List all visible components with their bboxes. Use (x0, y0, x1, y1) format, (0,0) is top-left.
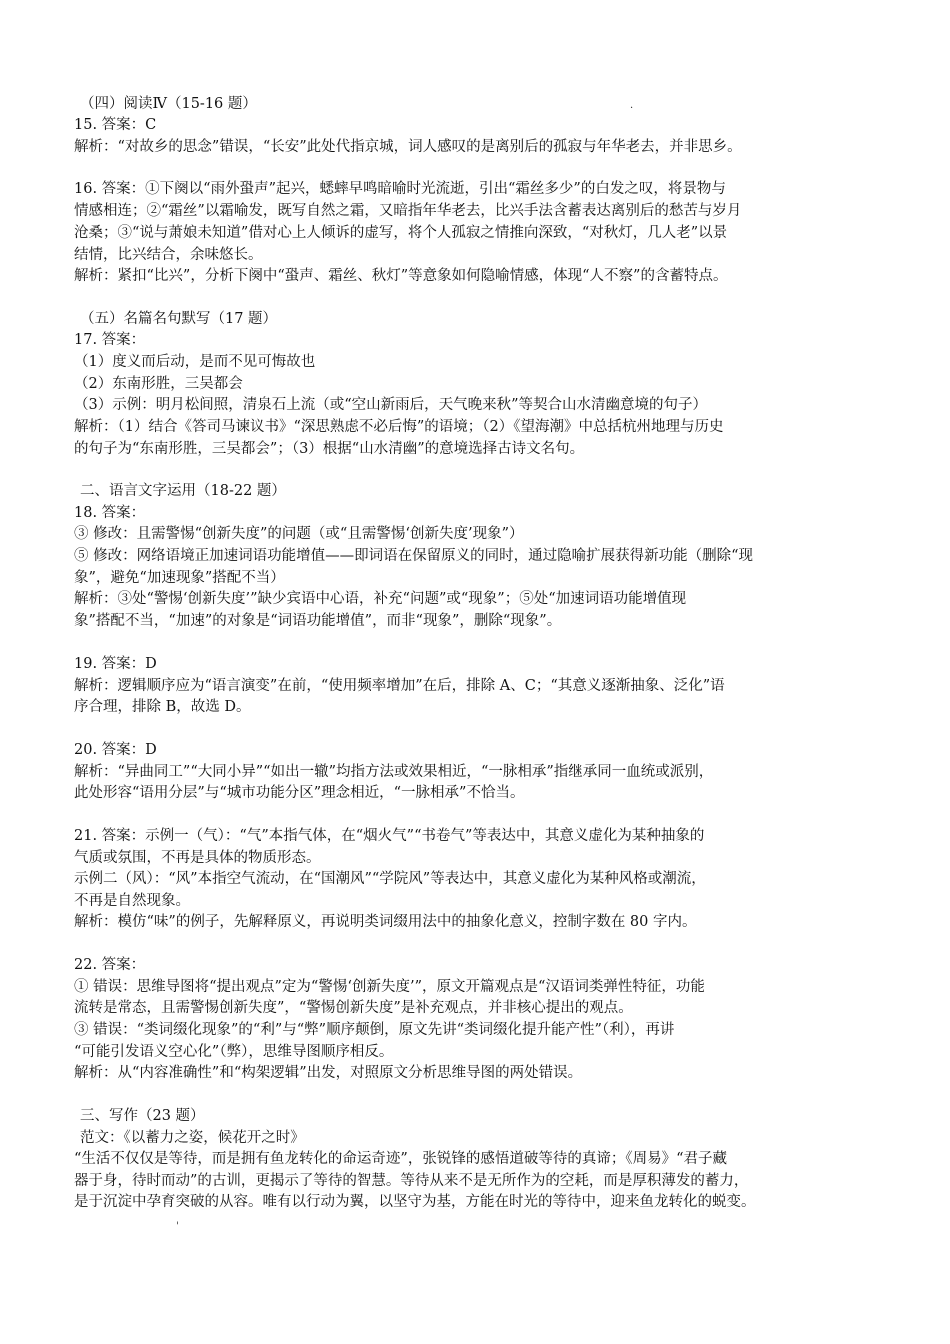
answer-22: 22. 答案： (74, 957, 146, 973)
section-heading-language-use: 二、语言文字运用（18-22 题） (80, 483, 286, 499)
answer-22-line: ① 错误：思维导图将“提出观点”定为“警惕‘创新失度’”，原文开篇观点是“汉语词类弹性特征，功能 (74, 979, 705, 995)
analysis-20-line: 此处形容“语用分层”与“城市功能分区”理念相近，“一脉相承”不恰当。 (74, 785, 525, 801)
essay-line: 器于身，待时而动”的古训，更揭示了等待的智慧。等待从来不是无所作为的空耗，而是厚积薄发的蓄力， (74, 1173, 749, 1189)
answer-18: 18. 答案： (74, 505, 146, 521)
answer-16-line: 沧桑；③“说与萧娘未知道”借对心上人倾诉的虚写，将个人孤寂之情推向深致，“对秋灯，几人老”以景 (74, 225, 728, 241)
section-heading-dictation: （五）名篇名句默写（17 题） (80, 311, 278, 327)
analysis-20-line: 解析：“异曲同工”“大同小异”“如出一辙”均指方法或效果相近，“一脉相承”指继承同一血统或派别， (74, 764, 714, 780)
answer-21-line: 示例二（风）：“风”本指空气流动，在“国潮风”“学院风”等表达中，其意义虚化为某种风格或潮流， (74, 871, 706, 887)
analysis-19-line: 解析：逻辑顺序应为“语言演变”在前，“使用频率增加”在后，排除 A、C；“其意义逐渐抽象、泛化”语 (74, 678, 725, 694)
analysis-22: 解析：从“内容准确性”和“构架逻辑”出发，对照原文分析思维导图的两处错误。 (74, 1065, 583, 1081)
analysis-21: 解析：模仿“味”的例子，先解释原义，再说明类词缀用法中的抽象化意义，控制字数在 80 字内。 (74, 914, 697, 930)
analysis-18-line: 解析：③处“警惕‘创新失度’”缺少宾语中心语，补充“问题”或“现象”；⑤处“加速词语功能增值现 (74, 591, 687, 607)
answer-22-line: “可能引发语义空心化”（弊），思维导图顺序相反。 (74, 1044, 394, 1060)
answer-17: 17. 答案： (74, 332, 146, 348)
answer-16-line: 16. 答案：①下阕以“雨外蛩声”起兴，蟋蟀早鸣暗喻时光流逝，引出“霜丝多少”的白发之叹，将景物与 (74, 181, 726, 197)
page-dot-mark: ' (176, 1221, 179, 1232)
page-dot-mark: · (630, 103, 634, 114)
section-heading-reading-iv: （四）阅读Ⅳ（15-16 题） (80, 96, 257, 112)
answer-21-line: 21. 答案：示例一（气）：“气”本指气体，在“烟火气”“书卷气”等表达中，其意义虚化为某种抽象的 (74, 828, 705, 844)
answer-19: 19. 答案：D (74, 656, 157, 672)
analysis-18-line: 象”搭配不当，“加速”的对象是“词语功能增值”，而非“现象”，删除“现象”。 (74, 613, 562, 629)
answer-17-item: （1）度义而后动，是而不见可悔故也 (74, 354, 316, 370)
answer-22-line: 流转是常态，且需警惕创新失度”，“警惕创新失度”是补充观点，并非核心提出的观点。 (74, 1000, 633, 1016)
answer-16-line: 结情，比兴结合，余味悠长。 (74, 247, 263, 263)
answer-20: 20. 答案：D (74, 742, 157, 758)
analysis-17-line: 的句子为“东南形胜，三吴都会”；（3）根据“山水清幽”的意境选择古诗文名句。 (74, 441, 585, 457)
analysis-16: 解析：紧扣“比兴”，分析下阕中“蛩声、霜丝、秋灯”等意象如何隐喻情感，体现“人不察”的含蓄特点。 (74, 268, 728, 284)
answer-17-item: （2）东南形胜，三吴都会 (74, 376, 243, 392)
analysis-15: 解析：“对故乡的思念”错误，“长安”此处代指京城，词人感叹的是离别后的孤寂与年华老去，并非思乡。 (74, 139, 742, 155)
answer-18-item: ⑤ 修改：网络语境正加速词语功能增值——即词语在保留原义的同时，通过隐喻扩展获得新功能（删除“现 (74, 548, 754, 564)
analysis-19-line: 序合理，排除 B，故选 D。 (74, 699, 251, 715)
answer-21-line: 不再是自然现象。 (74, 893, 190, 909)
answer-18-item: ③ 修改：且需警惕“创新失度”的问题（或“且需警惕‘创新失度’现象”） (74, 526, 524, 542)
answer-22-line: ③ 错误：“类词缀化现象”的“利”与“弊”顺序颠倒，原文先讲“类词缀化提升能产性”（利），再讲 (74, 1022, 675, 1038)
answer-16-line: 情感相连；②“霜丝”以霜喻发，既写自然之霜，又暗指年华老去，比兴手法含蓄表达离别后的愁苦与岁月 (74, 203, 742, 219)
answer-18-item: 象”，避免“加速现象”搭配不当） (74, 570, 285, 586)
answer-15: 15. 答案：C (74, 117, 157, 133)
analysis-17-line: 解析：（1）结合《答司马谏议书》“深思熟虑不必后悔”的语境；（2）《望海潮》中总括杭州地理与历史 (74, 419, 724, 435)
essay-line: 是于沉淀中孕育突破的从容。唯有以行动为翼，以坚守为基，方能在时光的等待中，迎来鱼龙转化的蜕变。 (74, 1194, 756, 1210)
essay-title: 范文：《以蓄力之姿，候花开之时》 (80, 1130, 305, 1146)
section-heading-writing: 三、写作（23 题） (80, 1108, 205, 1124)
answer-21-line: 气质或氛围，不再是具体的物质形态。 (74, 850, 321, 866)
essay-line: “生活不仅仅是等待，而是拥有鱼龙转化的命运奇迹”，张锐锋的感悟道破等待的真谛；《周易》“君子藏 (74, 1151, 727, 1167)
answer-17-item: （3）示例：明月松间照，清泉石上流（或“空山新雨后，天气晚来秋”等契合山水清幽意境的句子） (74, 397, 708, 413)
